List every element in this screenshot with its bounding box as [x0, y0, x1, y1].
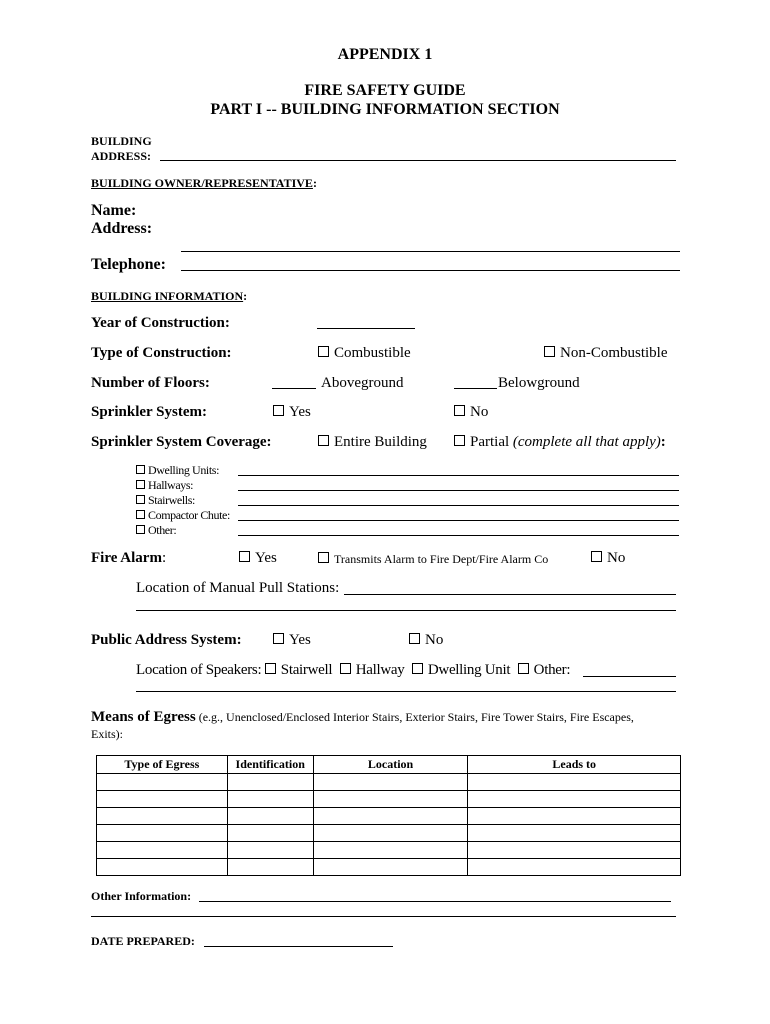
table-cell[interactable]: [97, 774, 228, 791]
speaker-hallway-label: Hallway: [355, 662, 405, 678]
table-row: [97, 774, 681, 791]
speaker-dwelling-option[interactable]: [412, 662, 510, 678]
table-cell[interactable]: [468, 842, 681, 859]
speakers-field-2[interactable]: [136, 691, 676, 692]
appendix-title: APPENDIX 1: [337, 46, 433, 63]
speakers-row: [136, 662, 570, 679]
area-other-option[interactable]: [136, 523, 176, 538]
checkbox-icon[interactable]: [454, 405, 465, 416]
egress-header-row: [97, 756, 681, 774]
floors-above-label: Aboveground: [321, 375, 404, 391]
egress-heading: [91, 709, 634, 726]
speaker-dwelling-label: Dwelling Unit: [427, 662, 511, 678]
table-cell[interactable]: [227, 774, 313, 791]
checkbox-icon[interactable]: [340, 663, 351, 674]
coverage-partial-colon: :: [660, 434, 666, 450]
coverage-entire-label: Entire Building: [334, 434, 427, 450]
fire-alarm-colon: :: [161, 550, 167, 566]
area-other-label: Other:: [148, 523, 177, 537]
coverage-entire-option[interactable]: [318, 434, 427, 451]
egress-col-location: Location: [313, 756, 468, 774]
table-cell[interactable]: [313, 774, 468, 791]
table-cell[interactable]: [468, 791, 681, 808]
speaker-other-label: Other:: [533, 662, 571, 678]
public-address-label: Public Address System:: [91, 632, 242, 648]
table-row: [97, 842, 681, 859]
sprinkler-no-option[interactable]: [454, 404, 488, 421]
area-hallways-label: Hallways:: [148, 478, 194, 492]
table-cell[interactable]: [313, 859, 468, 876]
area-stairwells-field[interactable]: [238, 505, 679, 506]
fire-alarm-no-label: No: [607, 550, 626, 566]
building-address-label-1: BUILDING: [91, 134, 152, 148]
checkbox-icon[interactable]: [591, 551, 602, 562]
checkbox-icon[interactable]: [265, 663, 276, 674]
egress-label: Means of Egress: [91, 709, 196, 725]
checkbox-icon[interactable]: [318, 552, 329, 563]
speaker-other-option[interactable]: [518, 662, 571, 678]
type-label: Type of Construction:: [91, 345, 232, 361]
public-address-yes-option[interactable]: [273, 632, 311, 649]
year-field[interactable]: [317, 328, 415, 329]
table-cell[interactable]: [313, 842, 468, 859]
checkbox-icon[interactable]: [318, 435, 329, 446]
floors-below-label: Belowground: [498, 375, 580, 391]
owner-address-field[interactable]: [181, 251, 680, 252]
checkbox-icon[interactable]: [136, 495, 145, 504]
fire-alarm-yes-option[interactable]: [239, 550, 277, 567]
checkbox-icon[interactable]: [136, 465, 145, 474]
public-address-no-option[interactable]: [409, 632, 443, 649]
checkbox-icon[interactable]: [318, 346, 329, 357]
checkbox-icon[interactable]: [544, 346, 555, 357]
public-address-no-label: No: [425, 632, 444, 648]
table-row: [97, 825, 681, 842]
pull-stations-label: Location of Manual Pull Stations:: [136, 580, 340, 596]
table-cell[interactable]: [468, 774, 681, 791]
owner-address-label: Address:: [91, 220, 153, 237]
egress-col-leads-to: Leads to: [468, 756, 681, 774]
fire-alarm-no-option[interactable]: [591, 550, 625, 567]
area-dwelling-option[interactable]: [136, 463, 219, 478]
egress-col-type: Type of Egress: [97, 756, 228, 774]
table-cell[interactable]: [97, 808, 228, 825]
checkbox-icon[interactable]: [273, 633, 284, 644]
area-compactor-label: Compactor Chute:: [148, 508, 230, 522]
owner-telephone-label: Telephone:: [91, 256, 166, 273]
checkbox-icon[interactable]: [273, 405, 284, 416]
public-address-yes-label: Yes: [289, 632, 311, 648]
table-cell[interactable]: [97, 825, 228, 842]
egress-col-identification: Identification: [227, 756, 313, 774]
floors-below-field[interactable]: [454, 388, 497, 389]
floors-above-field[interactable]: [272, 388, 316, 389]
owner-section-label: BUILDING OWNER/REPRESENTATIVE: [91, 176, 313, 190]
area-dwelling-field[interactable]: [238, 475, 679, 476]
checkbox-icon[interactable]: [409, 633, 420, 644]
floors-label: Number of Floors:: [91, 375, 210, 391]
coverage-partial-label: Partial: [470, 434, 513, 450]
table-row: [97, 791, 681, 808]
table-cell[interactable]: [468, 825, 681, 842]
table-cell[interactable]: [313, 791, 468, 808]
area-hallways-option[interactable]: [136, 478, 193, 493]
checkbox-icon[interactable]: [239, 551, 250, 562]
table-cell[interactable]: [97, 859, 228, 876]
coverage-label: Sprinkler System Coverage:: [91, 434, 272, 450]
checkbox-icon[interactable]: [412, 663, 423, 674]
table-cell[interactable]: [313, 825, 468, 842]
speaker-other-field[interactable]: [583, 676, 676, 677]
fire-alarm-label: Fire Alarm: [91, 550, 162, 566]
type-combustible-label: Combustible: [334, 345, 411, 361]
checkbox-icon[interactable]: [518, 663, 529, 674]
other-info-label: Other Information:: [91, 889, 192, 903]
building-info-colon: :: [243, 289, 248, 303]
table-cell[interactable]: [227, 791, 313, 808]
checkbox-icon[interactable]: [136, 525, 145, 534]
type-noncombustible-option[interactable]: [544, 345, 668, 362]
speakers-label: Location of Speakers:: [136, 662, 262, 678]
checkbox-icon[interactable]: [136, 480, 145, 489]
table-cell[interactable]: [227, 842, 313, 859]
table-cell[interactable]: [468, 859, 681, 876]
other-info-field-2[interactable]: [91, 916, 676, 917]
area-hallways-field[interactable]: [238, 490, 679, 491]
building-address-label-2: ADDRESS:: [91, 149, 152, 163]
fire-alarm-yes-label: Yes: [255, 550, 277, 566]
date-prepared-label: DATE PREPARED:: [91, 934, 195, 948]
building-info-heading: [91, 289, 247, 304]
sprinkler-no-label: No: [470, 404, 489, 420]
owner-telephone-field[interactable]: [181, 270, 680, 271]
table-cell[interactable]: [97, 791, 228, 808]
pull-stations-field[interactable]: [344, 594, 676, 595]
coverage-partial-option[interactable]: [454, 434, 666, 451]
table-cell[interactable]: [97, 842, 228, 859]
area-dwelling-label: Dwelling Units:: [148, 463, 219, 477]
area-stairwells-option[interactable]: [136, 493, 195, 508]
sprinkler-yes-option[interactable]: [273, 404, 311, 421]
date-prepared-field[interactable]: [204, 946, 393, 947]
area-compactor-option[interactable]: [136, 508, 230, 523]
type-noncombustible-label: Non-Combustible: [560, 345, 668, 361]
fire-alarm-heading: [91, 550, 166, 567]
form-title: FIRE SAFETY GUIDE: [304, 82, 466, 99]
speaker-stairwell-label: Stairwell: [280, 662, 333, 678]
owner-section-heading: [91, 176, 317, 191]
table-cell[interactable]: [313, 808, 468, 825]
sprinkler-label: Sprinkler System:: [91, 404, 207, 420]
speaker-hallway-option[interactable]: [340, 662, 405, 678]
egress-table: [96, 755, 681, 876]
form-subtitle: PART I -- BUILDING INFORMATION SECTION: [210, 101, 560, 118]
area-compactor-field[interactable]: [238, 520, 679, 521]
owner-section-colon: :: [312, 176, 317, 190]
building-address-field[interactable]: [160, 160, 676, 161]
coverage-partial-note: (complete all that apply): [512, 434, 661, 450]
fire-alarm-transmits-label: Transmits Alarm to Fire Dept/Fire Alarm Co: [334, 552, 549, 566]
table-cell[interactable]: [227, 825, 313, 842]
speaker-stairwell-option[interactable]: [265, 662, 332, 678]
table-row: [97, 808, 681, 825]
area-stairwells-label: Stairwells:: [148, 493, 195, 507]
table-cell[interactable]: [227, 808, 313, 825]
table-cell[interactable]: [227, 859, 313, 876]
owner-name-label: Name:: [91, 202, 137, 219]
type-combustible-option[interactable]: [318, 345, 411, 362]
checkbox-icon[interactable]: [136, 510, 145, 519]
egress-note-1: (e.g., Unenclosed/Enclosed Interior Stairs, Exterior Stairs, Fire Tower Stairs, Fire Escapes,: [198, 710, 634, 724]
table-row: [97, 859, 681, 876]
sprinkler-yes-label: Yes: [289, 404, 311, 420]
other-info-field[interactable]: [199, 901, 671, 902]
building-info-label: BUILDING INFORMATION: [91, 289, 244, 303]
fire-alarm-transmits-option[interactable]: [318, 552, 548, 567]
checkbox-icon[interactable]: [454, 435, 465, 446]
area-other-field[interactable]: [238, 535, 679, 536]
egress-note-2: Exits):: [91, 727, 123, 741]
table-cell[interactable]: [468, 808, 681, 825]
year-label: Year of Construction:: [91, 315, 230, 331]
pull-stations-field-2[interactable]: [136, 610, 676, 611]
